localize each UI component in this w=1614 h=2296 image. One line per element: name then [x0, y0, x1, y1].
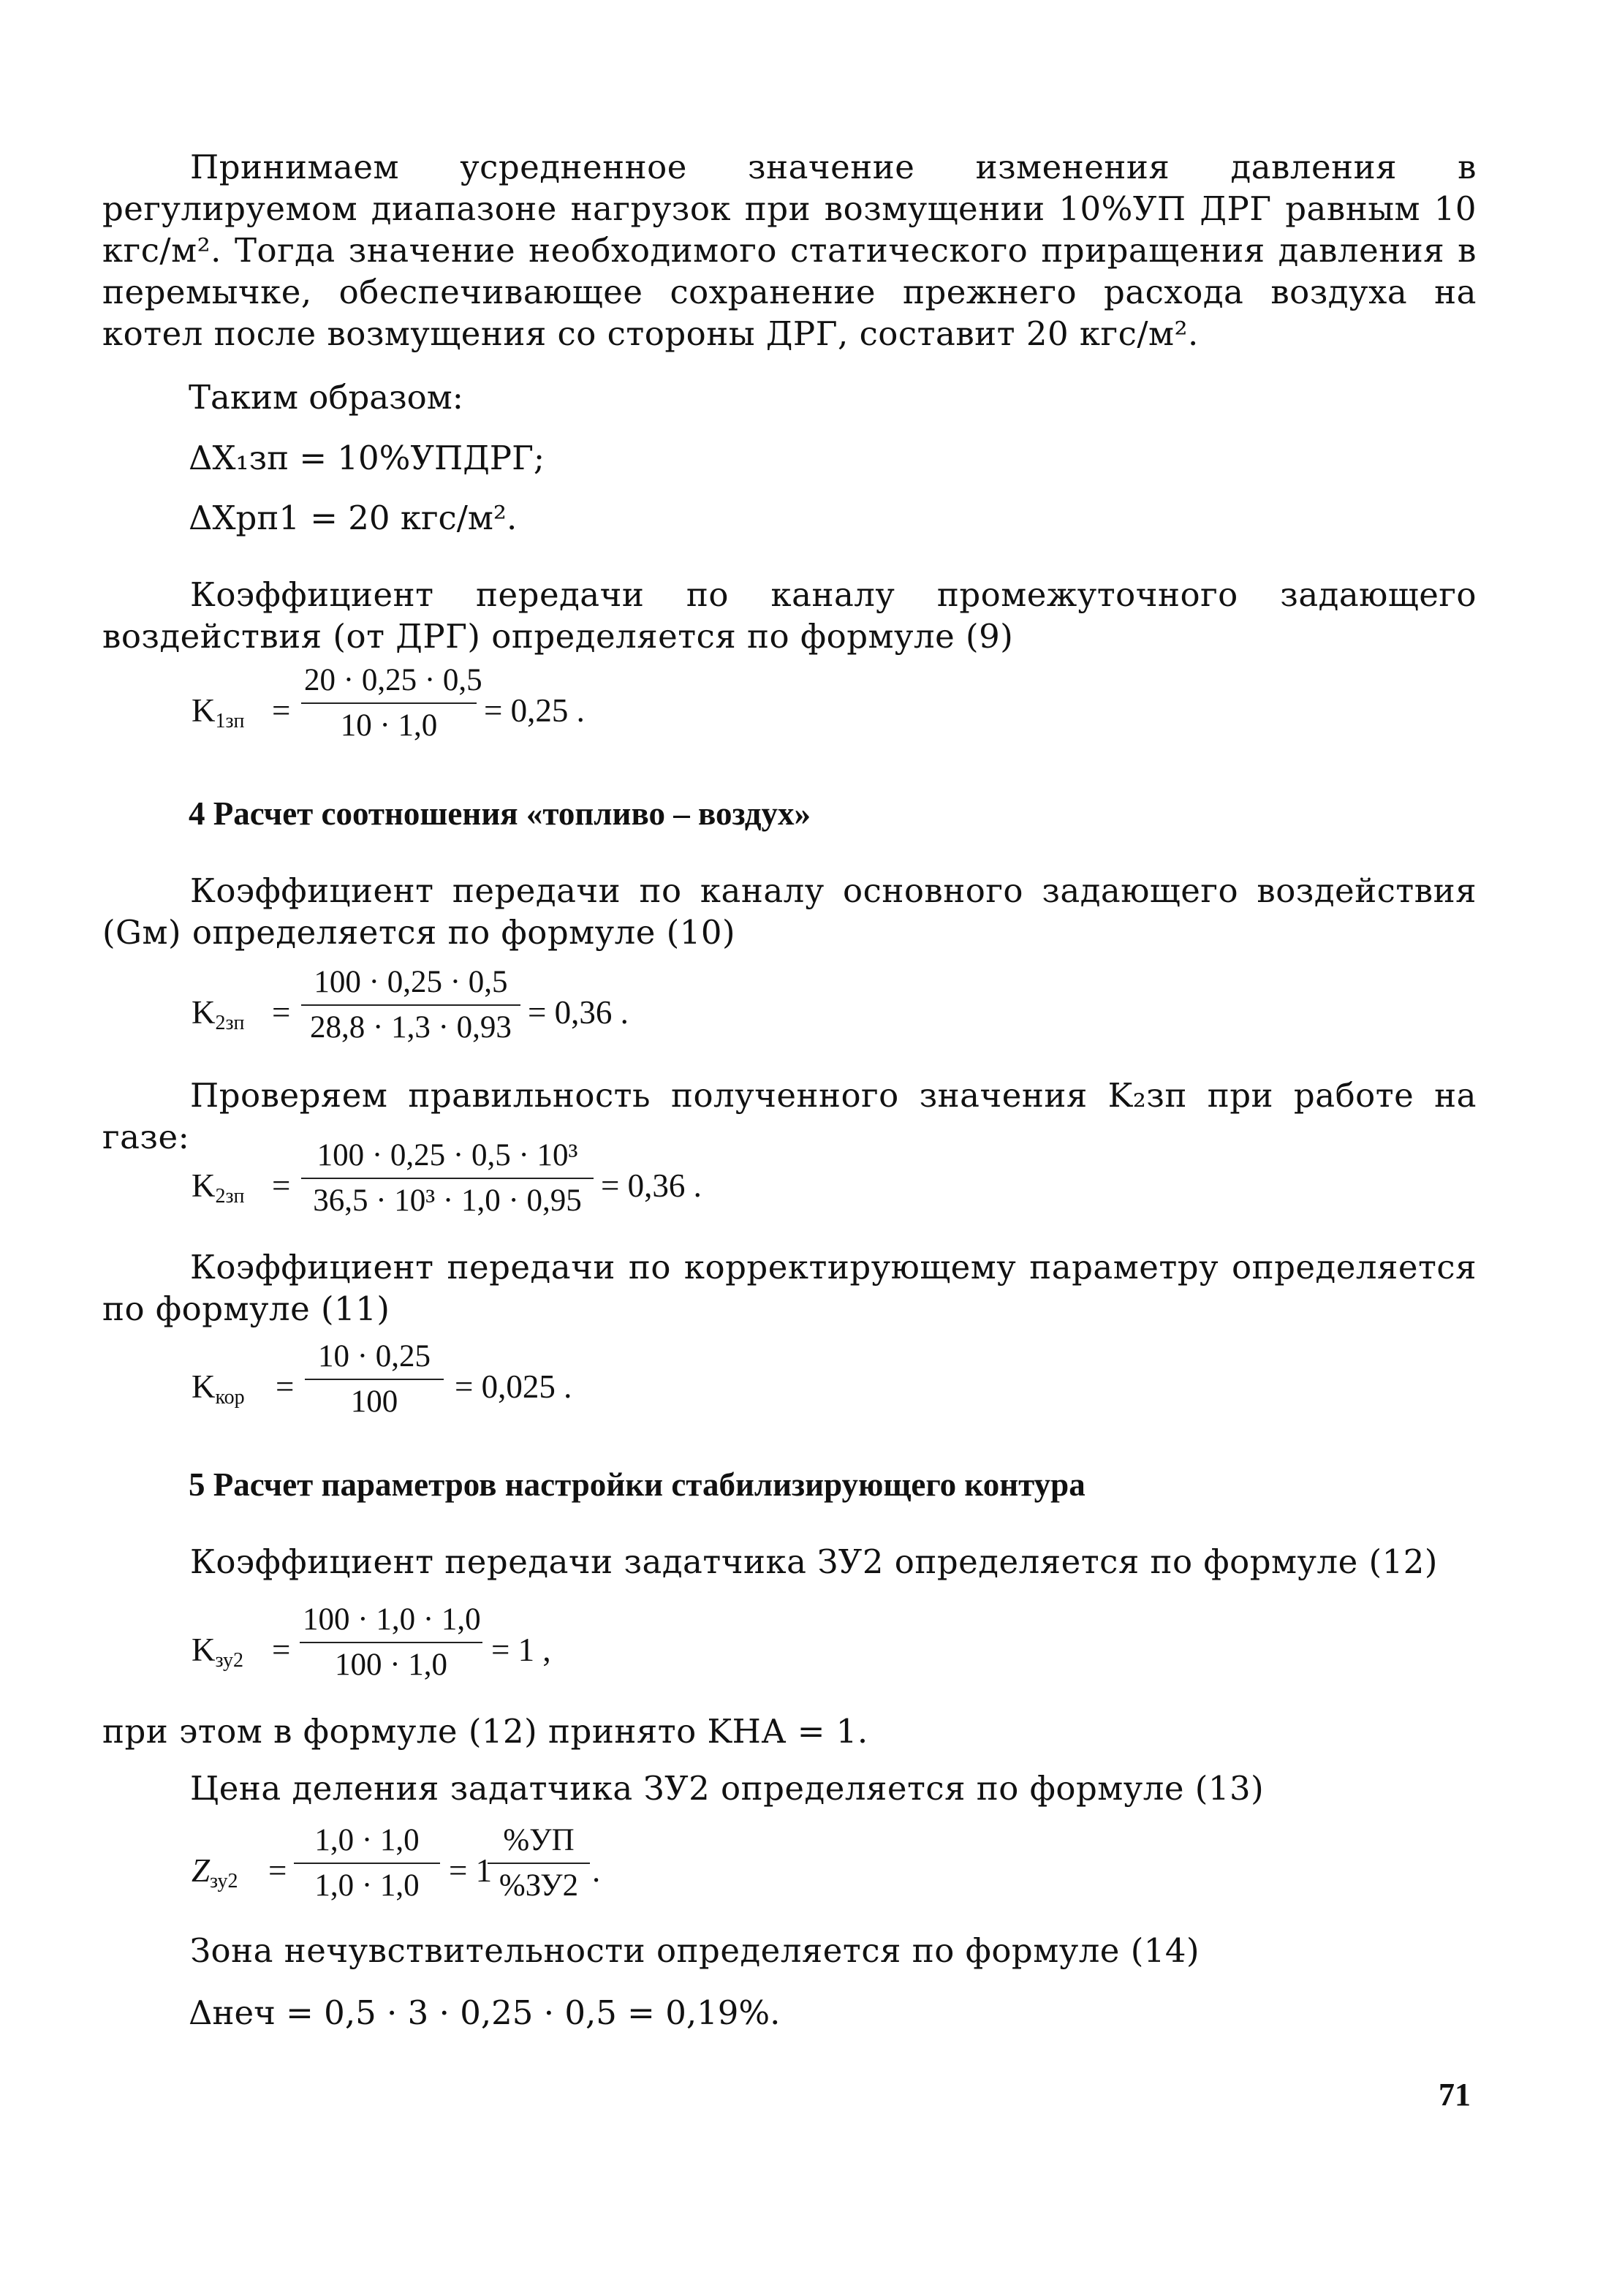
formula-zzu2: $Z_{зу2}$ = 1,0 · 1,0 1,0 · 1,0 = 1 %УП %ЗУ2 .: [192, 1822, 645, 1917]
formula-k2zp: $K_{2зп}$ = 100 · 0,25 · 0,5 28,8 · 1,3 · 0,93 = 0,36 .: [192, 963, 703, 1058]
paragraph-k2-intro: Коэффициент передачи по каналу основного задающего воздействия (Gм) определяется по формуле (10): [102, 871, 1477, 952]
formula-lhs: $Z_{зу2}$: [192, 1852, 238, 1893]
thus-line: Таким образом:: [189, 378, 463, 417]
formula-fraction: 10 · 0,25 100: [305, 1338, 444, 1421]
dead-zone-formula: Δнеч = 0,5 · 3 · 0,25 · 0,5 = 0,19%.: [189, 1993, 781, 2032]
paragraph-kna-note: при этом в формуле (12) принято KНА = 1.: [102, 1712, 868, 1751]
formula-k1zp: $K_{1зп}$ = 20 · 0,25 · 0,5 10 · 1,0 = 0,25 .: [192, 662, 630, 757]
paragraph-intro: Принимаем усредненное значение изменения давления в регулируемом диапазоне нагрузок при возмущении 10%УП ДРГ равным 10 кгс/м². Тогда значение необходимого статического приращения давления в перемычке, обеспечивающее сохранение прежнего расхода воздуха на котел после возмущения со стороны ДРГ, составит 20 кгс/м².: [102, 148, 1477, 353]
delta-x-rp1: ΔXрп1 = 20 кгс/м².: [189, 499, 518, 537]
delta-x-1zp: ΔX₁зп = 10%УПДРГ;: [189, 439, 545, 477]
section-heading-4: 4 Расчет соотношения «топливо – воздух»: [189, 795, 811, 832]
paragraph-kcor-intro: Коэффициент передачи по корректирующему параметру определяется по формуле (11): [102, 1248, 1477, 1328]
formula-fraction: 100 · 1,0 · 1,0 100 · 1,0: [300, 1601, 482, 1684]
formula-fraction: 20 · 0,25 · 0,5 10 · 1,0: [301, 662, 477, 745]
paragraph-kzu2-intro: Коэффициент передачи задатчика ЗУ2 определяется по формуле (12): [190, 1542, 1438, 1581]
formula-lhs: $K_{1зп}$: [192, 692, 245, 732]
paragraph-zzu2-intro: Цена деления задатчика ЗУ2 определяется по формуле (13): [190, 1769, 1265, 1808]
paragraph-k1-intro: Коэффициент передачи по каналу промежуточного задающего воздействия (от ДРГ) определяется по формуле (9): [102, 575, 1477, 656]
formula-lhs: $K_{кор}$: [192, 1368, 245, 1409]
formula-lhs: $K_{2зп}$: [192, 1167, 245, 1208]
page-number: 71: [1439, 2077, 1471, 2113]
formula-lhs: $K_{2зп}$: [192, 994, 245, 1034]
formula-kzu2: $K_{зу2}$ = 100 · 1,0 · 1,0 100 · 1,0 = 1 ,: [192, 1601, 557, 1696]
section-heading-5: 5 Расчет параметров настройки стабилизирующего контура: [189, 1466, 1086, 1503]
paragraph-dead-zone-intro: Зона нечувствительности определяется по формуле (14): [190, 1931, 1200, 1970]
formula-kcor: $K_{кор}$ = 10 · 0,25 100 = 0,025 .: [192, 1338, 601, 1433]
formula-k2zp-gas: $K_{2зп}$ = 100 · 0,25 · 0,5 · 10³ 36,5 · 10³ · 1,0 · 0,95 = 0,36 .: [192, 1137, 747, 1232]
formula-fraction: 100 · 0,25 · 0,5 28,8 · 1,3 · 0,93: [301, 963, 520, 1047]
formula-unit-fraction: %УП %ЗУ2: [488, 1822, 590, 1905]
formula-lhs: $K_{зу2}$: [192, 1632, 243, 1672]
paragraph-check-gas: Проверяем правильность полученного значения K₂зп при работе на газе:: [102, 1076, 1477, 1156]
formula-fraction: 100 · 0,25 · 0,5 · 10³ 36,5 · 10³ · 1,0 · 0,95: [301, 1137, 594, 1220]
formula-fraction: 1,0 · 1,0 1,0 · 1,0: [294, 1822, 440, 1905]
